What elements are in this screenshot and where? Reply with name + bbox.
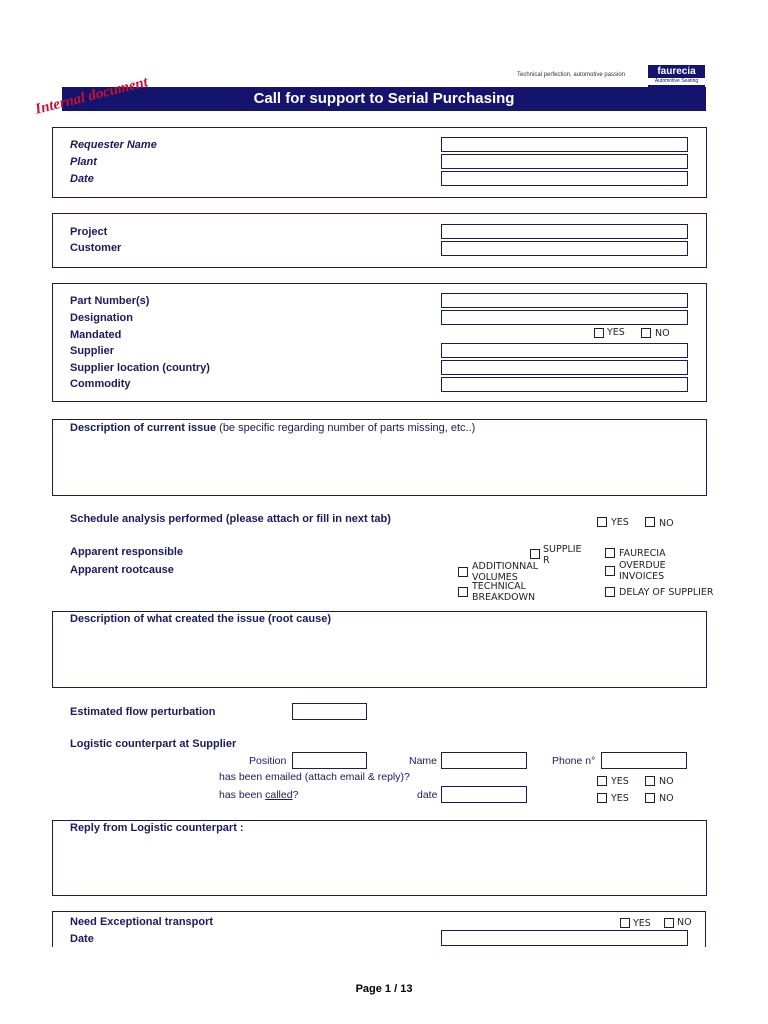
supplier-location-field[interactable] [441,360,688,375]
position-label: Position [249,755,287,767]
requester-name-field[interactable] [441,137,688,152]
transport-date-field[interactable] [441,930,688,946]
part-number-field[interactable] [441,293,688,308]
apparent-rootcause-label: Apparent rootcause [70,564,174,576]
current-issue-hint: (be specific regarding number of parts missing, etc..) [216,422,476,434]
exceptional-transport-label: Need Exceptional transport [70,916,214,928]
delay-of-supplier-label: DELAY OF SUPPLIER [619,587,714,598]
mandated-label: Mandated [70,329,122,341]
internal-document-stamp: Internal document [33,74,150,118]
called-yes-label: YES [611,793,629,804]
additional-volumes-label: ADDITIONNAL VOLUMES [472,561,539,583]
called-yes-checkbox[interactable] [597,793,607,803]
transport-section-left-border [52,911,53,947]
name-field[interactable] [441,752,527,769]
supplier-responsible-label: SUPPLIE R [543,544,582,566]
transport-no-label: NO [677,917,692,928]
additional-volumes-checkbox[interactable] [458,567,468,577]
date-field[interactable] [441,171,688,186]
part-number-label: Part Number(s) [70,295,150,307]
mandated-yes-checkbox[interactable] [594,328,604,338]
reply-label: Reply from Logistic counterpart : [70,822,244,834]
date-label: Date [70,173,94,185]
called-word: called [265,789,293,801]
called-label [219,789,298,801]
faurecia-responsible-label: FAURECIA [619,548,666,559]
supplier-field[interactable] [441,343,688,358]
supplier-location-label: Supplier location (country) [70,362,210,374]
supplier-label: Supplier [70,345,115,357]
faurecia-logo [648,65,705,87]
requester-name-label: Requester Name [70,139,157,151]
flow-perturbation-label: Estimated flow perturbation [70,706,216,718]
transport-section-top-border [52,911,706,912]
overdue-invoices-checkbox[interactable] [605,566,615,576]
plant-field[interactable] [441,154,688,169]
page-number: Page 1 / 13 [355,983,413,995]
position-field[interactable] [292,752,367,769]
schedule-analysis-label: Schedule analysis performed (please attach or fill in next tab) [70,513,391,525]
designation-label: Designation [70,312,133,324]
customer-field[interactable] [441,241,688,256]
transport-yes-checkbox[interactable] [620,918,630,928]
schedule-no-checkbox[interactable] [645,517,655,527]
technical-breakdown-label: TECHNICAL BREAKDOWN [472,581,536,603]
supplier-responsible-checkbox[interactable] [530,549,540,559]
flow-perturbation-field[interactable] [292,703,367,720]
emailed-no-checkbox[interactable] [645,776,655,786]
faurecia-responsible-checkbox[interactable] [605,548,615,558]
called-suffix: ? [292,789,299,801]
logo-text: faurecia [657,66,696,77]
project-label: Project [70,226,108,238]
mandated-yes-label: YES [607,327,625,338]
customer-label: Customer [70,242,122,254]
emailed-label: has been emailed (attach email & reply)? [219,771,410,783]
phone-field[interactable] [601,752,687,769]
schedule-yes-label: YES [611,517,629,528]
name-label: Name [409,755,438,767]
called-no-checkbox[interactable] [645,793,655,803]
mandated-no-checkbox[interactable] [641,328,651,338]
called-prefix: has been [219,789,266,801]
delay-of-supplier-checkbox[interactable] [605,587,615,597]
logistic-counterpart-label: Logistic counterpart at Supplier [70,738,237,750]
transport-section-right-border [705,911,706,947]
transport-yes-label: YES [633,918,651,929]
apparent-responsible-label: Apparent responsible [70,546,184,558]
project-field[interactable] [441,224,688,239]
commodity-field[interactable] [441,377,688,392]
called-date-label: date [417,789,438,801]
page-title: Call for support to Serial Purchasing [62,87,706,111]
technical-breakdown-checkbox[interactable] [458,587,468,597]
mandated-no-label: NO [655,328,670,339]
phone-label: Phone n° [552,755,596,767]
tagline: Technical perfection, automotive passion [517,72,626,78]
current-issue-label [70,422,475,434]
logo-subtext: Automotive Seating [648,78,705,85]
designation-field[interactable] [441,310,688,325]
schedule-no-label: NO [659,518,674,529]
emailed-yes-checkbox[interactable] [597,776,607,786]
called-no-label: NO [659,793,674,804]
emailed-yes-label: YES [611,776,629,787]
schedule-yes-checkbox[interactable] [597,517,607,527]
emailed-no-label: NO [659,776,674,787]
current-issue-title: Description of current issue [70,422,217,434]
transport-no-checkbox[interactable] [664,918,674,928]
overdue-invoices-label: OVERDUE INVOICES [619,560,666,582]
transport-date-label: Date [70,933,94,945]
commodity-label: Commodity [70,378,131,390]
plant-label: Plant [70,156,97,168]
root-cause-label: Description of what created the issue (root cause) [70,613,332,625]
called-date-field[interactable] [441,786,527,803]
